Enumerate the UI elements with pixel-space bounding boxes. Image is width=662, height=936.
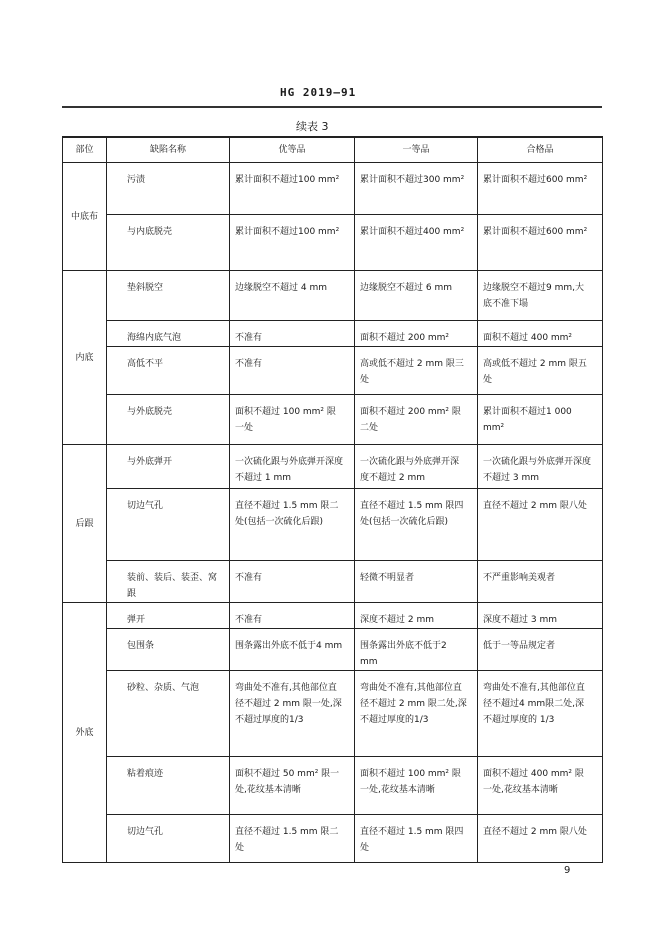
defect-cell: 与外底弹开	[107, 445, 230, 489]
premium-cell: 不准有	[230, 321, 355, 347]
first-grade-cell: 面积不超过 200 mm² 限二处	[355, 395, 478, 445]
qualified-cell: 深度不超过 3 mm	[478, 603, 603, 629]
qualified-cell: 不严重影响美观者	[478, 561, 603, 603]
table-caption: 续表 3	[296, 120, 329, 133]
dept-label: 外底	[75, 727, 94, 738]
dept-cell	[63, 603, 107, 863]
table-row	[63, 629, 603, 671]
premium-cell: 直径不超过 1.5 mm 限二处	[230, 815, 355, 863]
table-header-row	[63, 137, 603, 163]
defect-cell: 高低不平	[107, 347, 230, 395]
first-grade-cell: 深度不超过 2 mm	[355, 603, 478, 629]
qualified-cell: 累计面积不超过600 mm²	[478, 215, 603, 271]
col-header-qualified: 合格品	[478, 137, 603, 163]
first-grade-cell: 弯曲处不准有,其他部位直径不超过 2 mm 限二处,深不超过厚度的1/3	[355, 671, 478, 757]
table-row	[63, 271, 603, 321]
col-header-dept: 部位	[63, 137, 107, 163]
dept-cell	[63, 445, 107, 603]
defect-cell: 弹开	[107, 603, 230, 629]
col-header-defect: 缺陷名称	[107, 137, 230, 163]
defect-cell: 垫斜脱空	[107, 271, 230, 321]
premium-cell: 直径不超过 1.5 mm 限二处(包括一次硫化后跟)	[230, 489, 355, 561]
defect-cell: 切边气孔	[107, 489, 230, 561]
defect-cell: 污渍	[107, 163, 230, 215]
first-grade-cell: 直径不超过 1.5 mm 限四处	[355, 815, 478, 863]
first-grade-cell: 高或低不超过 2 mm 限三处	[355, 347, 478, 395]
col-header-premium: 优等品	[230, 137, 355, 163]
dept-cell	[63, 163, 107, 271]
defect-cell: 装前、装后、装歪、窝跟	[107, 561, 230, 603]
premium-cell: 面积不超过 50 mm² 限一处,花纹基本清晰	[230, 757, 355, 815]
table-row	[63, 671, 603, 757]
premium-cell: 弯曲处不准有,其他部位直径不超过 2 mm 限一处,深不超过厚度的1/3	[230, 671, 355, 757]
table-row	[63, 163, 603, 215]
premium-cell: 不准有	[230, 603, 355, 629]
standard-code: HG 2019—91	[280, 86, 357, 99]
dept-label: 中底布	[70, 211, 98, 222]
table-row	[63, 347, 603, 395]
qualified-cell: 直径不超过 2 mm 限八处	[478, 489, 603, 561]
table-row	[63, 815, 603, 863]
table-row	[63, 489, 603, 561]
defect-table	[62, 136, 603, 863]
table-row	[63, 445, 603, 489]
defect-cell: 与内底脱壳	[107, 215, 230, 271]
defect-cell: 包围条	[107, 629, 230, 671]
page-number: 9	[564, 865, 571, 876]
defect-cell: 海绵内底气泡	[107, 321, 230, 347]
qualified-cell: 弯曲处不准有,其他部位直径不超过4 mm限二处,深不超过厚度的 1/3	[478, 671, 603, 757]
qualified-cell: 边缘脱空不超过9 mm,大底不准下塌	[478, 271, 603, 321]
qualified-cell: 累计面积不超过1 000 mm²	[478, 395, 603, 445]
qualified-cell: 直径不超过 2 mm 限八处	[478, 815, 603, 863]
qualified-cell: 累计面积不超过600 mm²	[478, 163, 603, 215]
table-row	[63, 561, 603, 603]
table-row	[63, 395, 603, 445]
defect-cell: 切边气孔	[107, 815, 230, 863]
first-grade-cell: 一次硫化跟与外底弹开深度不超过 2 mm	[355, 445, 478, 489]
defect-cell: 与外底脱壳	[107, 395, 230, 445]
premium-cell: 不准有	[230, 347, 355, 395]
qualified-cell: 面积不超过 400 mm²	[478, 321, 603, 347]
dept-cell	[63, 271, 107, 445]
table-row	[63, 215, 603, 271]
first-grade-cell: 累计面积不超过400 mm²	[355, 215, 478, 271]
first-grade-cell: 围条露出外底不低于2 mm	[355, 629, 478, 671]
qualified-cell: 面积不超过 400 mm² 限一处,花纹基本清晰	[478, 757, 603, 815]
premium-cell: 面积不超过 100 mm² 限一处	[230, 395, 355, 445]
premium-cell: 围条露出外底不低于4 mm	[230, 629, 355, 671]
premium-cell: 不准有	[230, 561, 355, 603]
premium-cell: 累计面积不超过100 mm²	[230, 163, 355, 215]
first-grade-cell: 轻微不明显者	[355, 561, 478, 603]
dept-label: 内底	[75, 352, 94, 363]
premium-cell: 累计面积不超过100 mm²	[230, 215, 355, 271]
first-grade-cell: 边缘脱空不超过 6 mm	[355, 271, 478, 321]
defect-cell: 砂粒、杂质、气泡	[107, 671, 230, 757]
table-row	[63, 603, 603, 629]
defect-cell: 粘着痕迹	[107, 757, 230, 815]
table-row	[63, 321, 603, 347]
header-rule	[62, 106, 602, 108]
premium-cell: 一次硫化跟与外底弹开深度不超过 1 mm	[230, 445, 355, 489]
first-grade-cell: 面积不超过 100 mm² 限一处,花纹基本清晰	[355, 757, 478, 815]
first-grade-cell: 累计面积不超过300 mm²	[355, 163, 478, 215]
first-grade-cell: 直径不超过 1.5 mm 限四处(包括一次硫化后跟)	[355, 489, 478, 561]
table-row	[63, 757, 603, 815]
qualified-cell: 一次硫化跟与外底弹开深度不超过 3 mm	[478, 445, 603, 489]
col-header-first-grade: 一等品	[355, 137, 478, 163]
premium-cell: 边缘脱空不超过 4 mm	[230, 271, 355, 321]
first-grade-cell: 面积不超过 200 mm²	[355, 321, 478, 347]
dept-label: 后跟	[75, 518, 94, 529]
qualified-cell: 低于一等品规定者	[478, 629, 603, 671]
qualified-cell: 高或低不超过 2 mm 限五处	[478, 347, 603, 395]
